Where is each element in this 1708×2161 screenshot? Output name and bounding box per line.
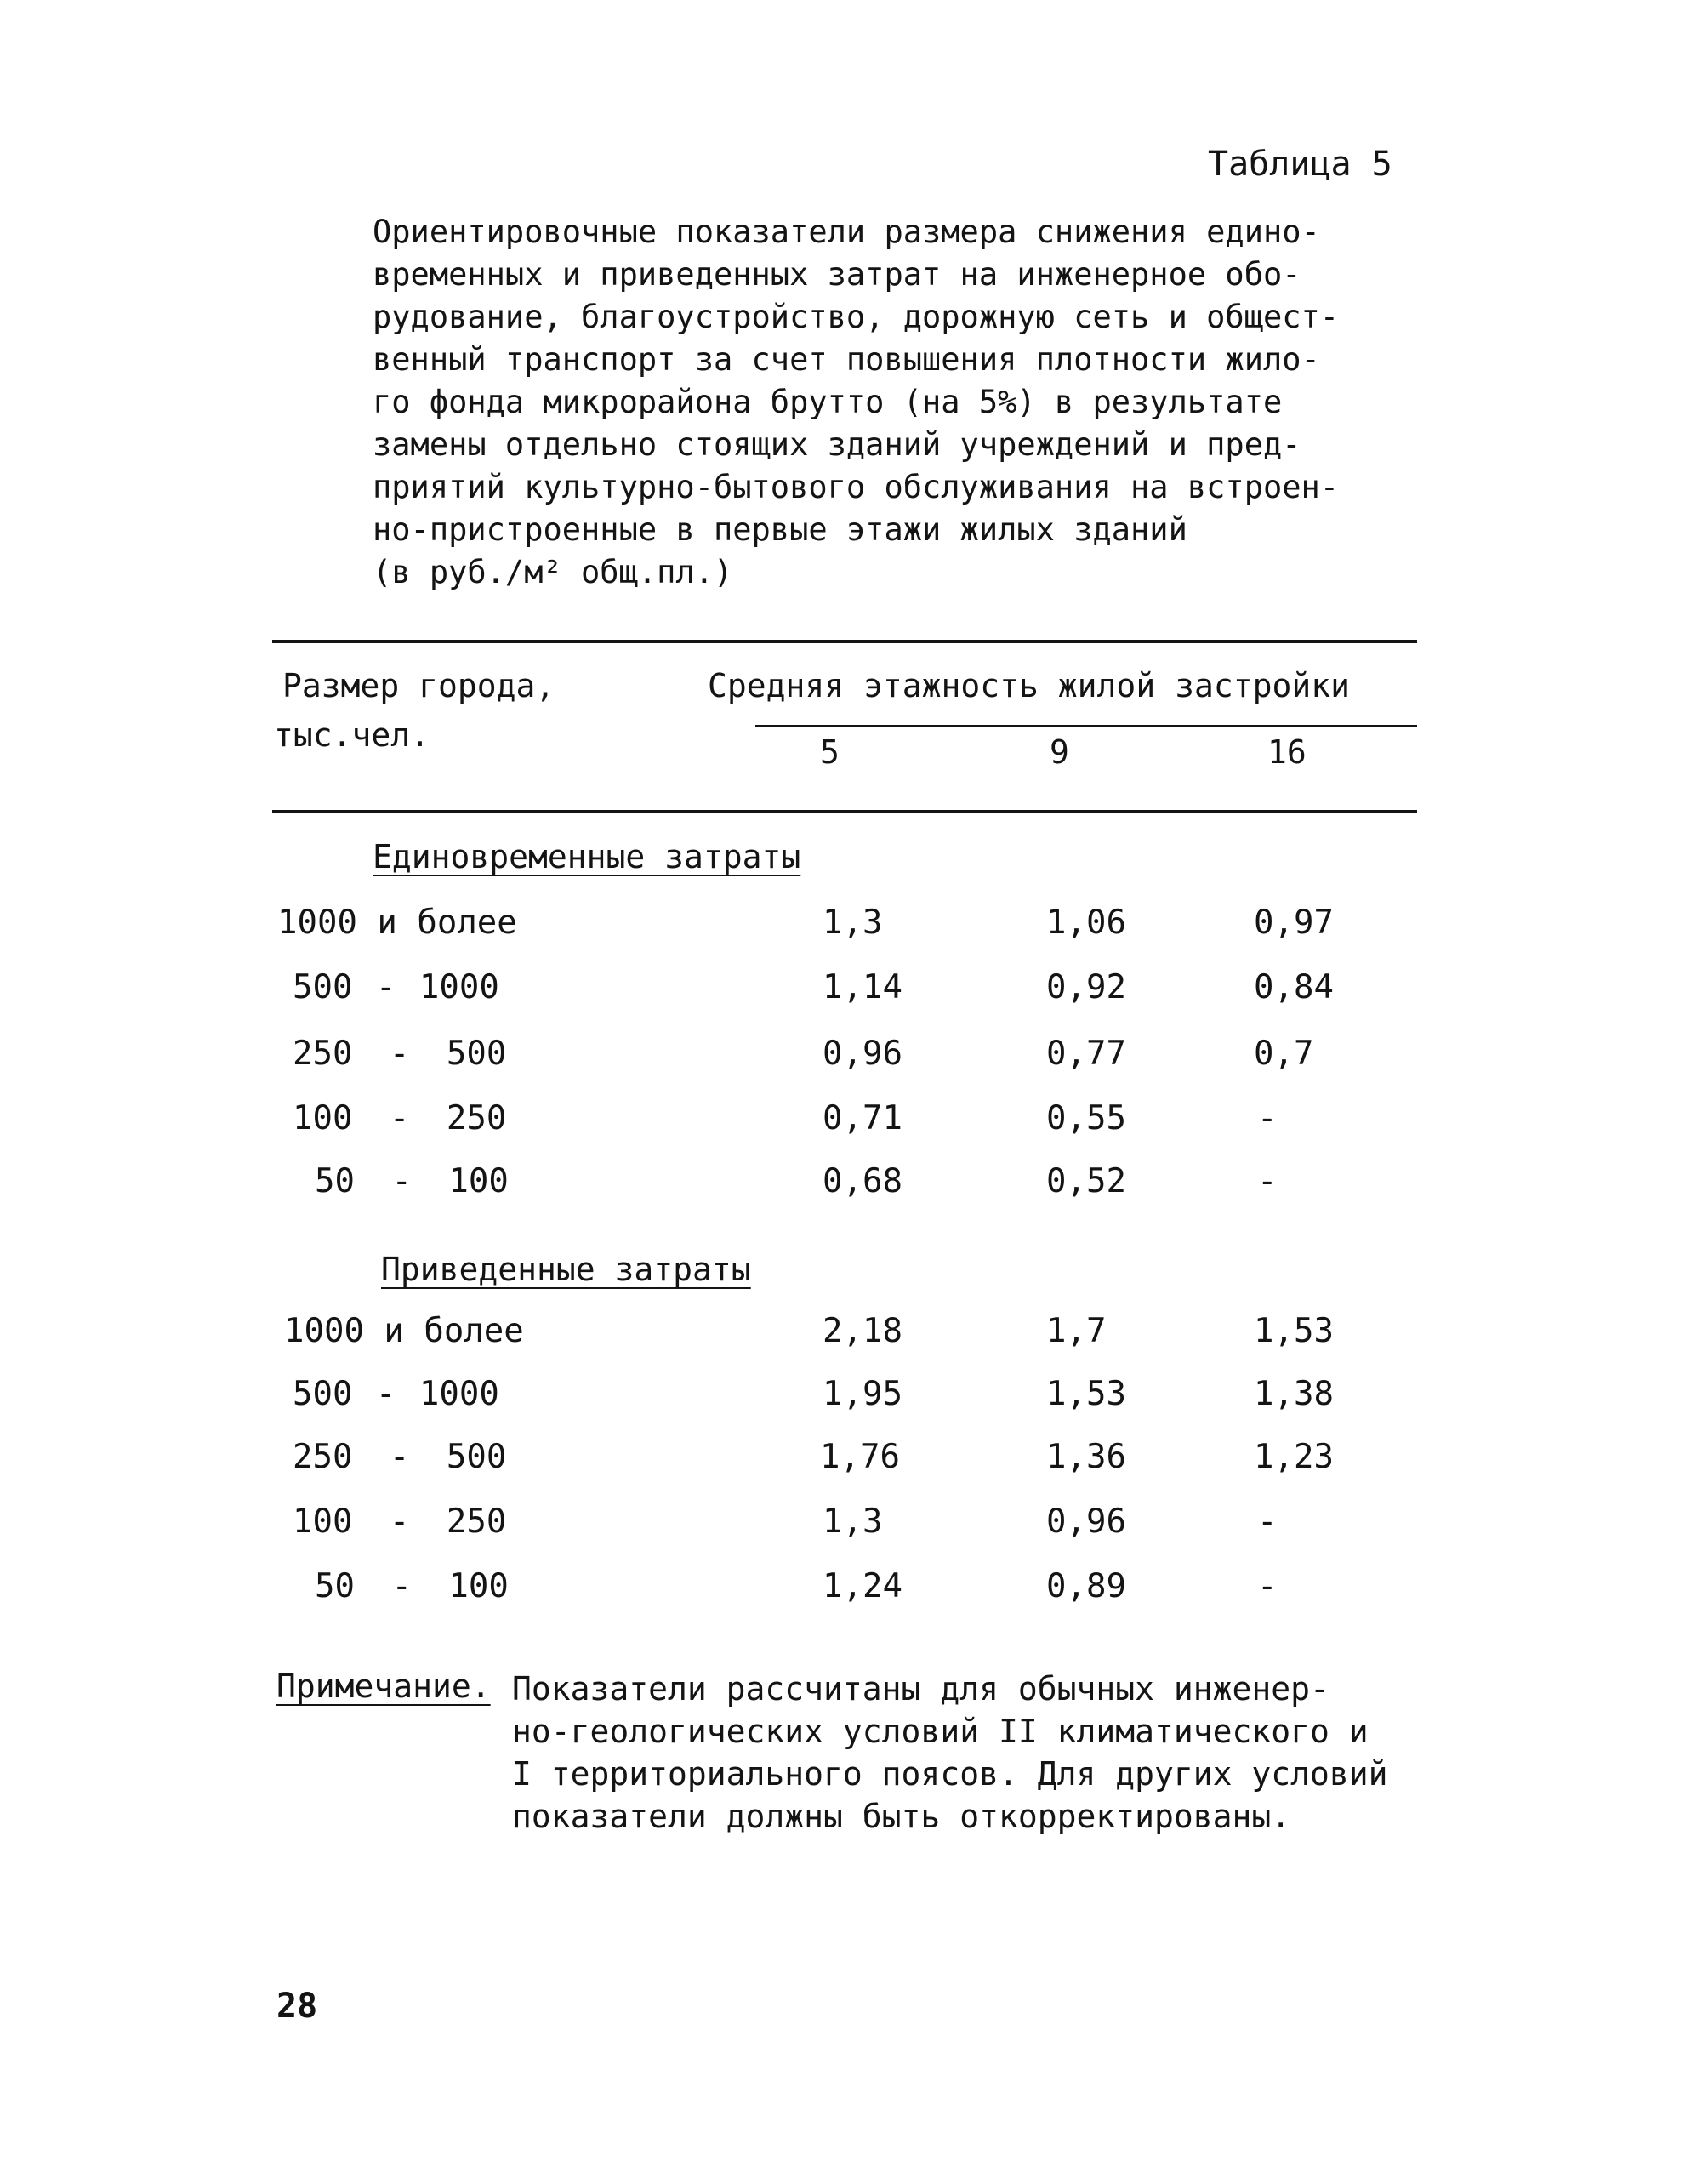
title-line: (в руб./м² общ.пл.) <box>373 554 733 590</box>
header-floor-group: Средняя этажность жилой застройки <box>708 667 1350 704</box>
value-16-cell: - <box>1257 1502 1278 1541</box>
value-5-cell: 1,14 <box>823 968 902 1006</box>
value-9-cell: 0,52 <box>1046 1162 1126 1200</box>
title-line: но-пристроенные в первые этажи жилых зданий <box>373 511 1187 548</box>
city-size-cell: 50 - 100 <box>315 1162 509 1200</box>
city-size-cell: 100 - 250 <box>293 1502 507 1541</box>
table-top-rule <box>272 640 1417 643</box>
value-5-cell: 0,68 <box>823 1162 902 1200</box>
header-floor-5: 5 <box>820 733 840 771</box>
value-16-cell: 0,97 <box>1254 904 1334 942</box>
title-line: рудование, благоустройство, дорожную сеть и общест- <box>373 299 1340 335</box>
value-5-cell: 1,24 <box>823 1567 902 1605</box>
title-line: приятий культурно-бытового обслуживания на встроен- <box>373 469 1340 505</box>
value-9-cell: 0,92 <box>1046 968 1126 1006</box>
header-floor-9: 9 <box>1050 733 1069 771</box>
value-9-cell: 1,7 <box>1046 1312 1107 1350</box>
value-5-cell: 1,76 <box>820 1438 900 1476</box>
title-line: замены отдельно стоящих зданий учреждений и пред- <box>373 426 1301 463</box>
value-16-cell: 1,38 <box>1254 1375 1334 1413</box>
city-size-cell: 500 - 1000 <box>293 1375 499 1413</box>
value-9-cell: 0,96 <box>1046 1502 1126 1541</box>
header-group-rule <box>755 725 1417 727</box>
table-label: Таблица 5 <box>1208 145 1392 184</box>
value-9-cell: 0,77 <box>1046 1035 1126 1073</box>
city-size-cell: 100 - 250 <box>293 1099 507 1138</box>
note-label: Примечание. <box>276 1668 491 1705</box>
value-9-cell: 0,55 <box>1046 1099 1126 1138</box>
value-9-cell: 1,06 <box>1046 904 1126 942</box>
value-5-cell: 1,3 <box>823 1502 883 1541</box>
header-city-unit: тыс.чел. <box>274 716 430 754</box>
city-size-cell: 500 - 1000 <box>293 968 499 1006</box>
value-5-cell: 0,71 <box>823 1099 902 1138</box>
city-size-cell: 250 - 500 <box>293 1438 507 1476</box>
value-5-cell: 1,95 <box>823 1375 902 1413</box>
section-title: Единовременные затраты <box>373 838 801 875</box>
note-line: I территориального поясов. Для других условий <box>512 1755 1388 1793</box>
city-size-cell: 1000 и более <box>277 904 517 942</box>
value-5-cell: 2,18 <box>823 1312 902 1350</box>
value-16-cell: 0,84 <box>1254 968 1334 1006</box>
city-size-cell: 50 - 100 <box>315 1567 509 1605</box>
value-5-cell: 0,96 <box>823 1035 902 1073</box>
note-line: показатели должны быть откорректированы. <box>512 1798 1291 1835</box>
section-title: Приведенные затраты <box>381 1251 751 1288</box>
value-16-cell: - <box>1257 1567 1278 1605</box>
city-size-cell: 1000 и более <box>284 1312 524 1350</box>
value-9-cell: 1,36 <box>1046 1438 1126 1476</box>
header-floor-16: 16 <box>1267 733 1307 771</box>
value-16-cell: 1,53 <box>1254 1312 1334 1350</box>
value-9-cell: 0,89 <box>1046 1567 1126 1605</box>
value-16-cell: - <box>1257 1162 1278 1200</box>
table-title <box>373 211 1393 594</box>
value-5-cell: 1,3 <box>823 904 883 942</box>
title-line: Ориентировочные показатели размера снижения едино- <box>373 214 1320 250</box>
header-city-size: Размер города, <box>282 667 555 704</box>
value-16-cell: 0,7 <box>1254 1035 1314 1073</box>
note-text <box>512 1668 1388 1838</box>
title-line: го фонда микрорайона брутто (на 5%) в результате <box>373 384 1283 420</box>
value-16-cell: - <box>1257 1099 1278 1138</box>
title-line: венный транспорт за счет повышения плотности жило- <box>373 341 1320 378</box>
value-16-cell: 1,23 <box>1254 1438 1334 1476</box>
note-line: Показатели рассчитаны для обычных инженер- <box>512 1670 1329 1708</box>
city-size-cell: 250 - 500 <box>293 1035 507 1073</box>
header-bottom-rule <box>272 810 1417 813</box>
note-line: но-геологических условий II климатического и <box>512 1713 1369 1750</box>
value-9-cell: 1,53 <box>1046 1375 1126 1413</box>
page-number: 28 <box>276 1987 318 2026</box>
title-line: временных и приведенных затрат на инженерное обо- <box>373 256 1301 293</box>
